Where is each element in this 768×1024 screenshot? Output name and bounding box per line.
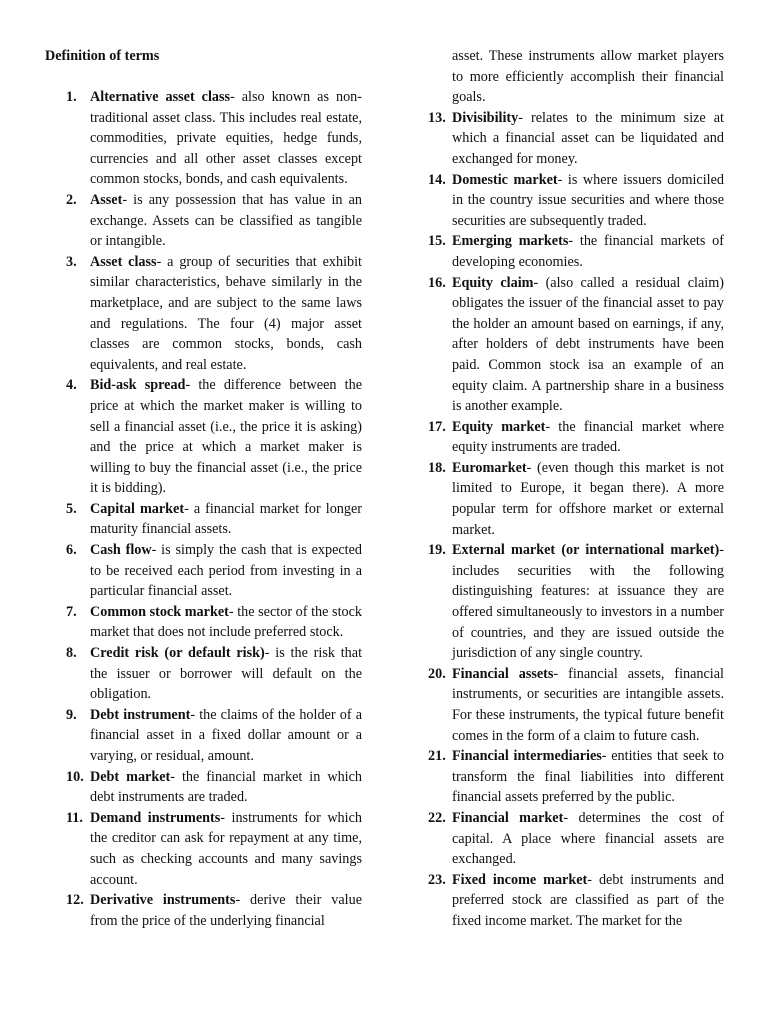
term: External market (or international market) bbox=[452, 542, 720, 559]
left-column bbox=[66, 87, 362, 931]
term: Emerging markets bbox=[452, 233, 569, 250]
definition: - the financial markets of developing economies. bbox=[452, 233, 724, 270]
item-number: 18. bbox=[428, 459, 446, 476]
definition: - the difference between the price at which the market maker is willing to sell a financial asset (i.e., the price it is asking) and the price at which a market maker is willing to buy the financial asset (i.e., the price it is bidding). bbox=[90, 377, 362, 497]
definition-item bbox=[428, 746, 724, 808]
definition-item bbox=[66, 190, 362, 252]
item-number: 21. bbox=[428, 748, 446, 765]
definition: - is simply the cash that is expected to be received each period from investing in a particular financial asset. bbox=[90, 542, 362, 600]
definition: - a financial market for longer maturity financial assets. bbox=[90, 500, 362, 538]
definition: - the sector of the stock market that does not include preferred stock. bbox=[90, 603, 363, 641]
item-number: 3. bbox=[66, 253, 77, 270]
term: Debt market bbox=[90, 768, 171, 785]
definition-item bbox=[66, 890, 362, 931]
page-heading: Definition of terms bbox=[45, 48, 160, 64]
item-number: 9. bbox=[66, 706, 77, 723]
definition: - entities that seek to transform the final liabilities into different financial assets preferred by the public. bbox=[452, 748, 724, 806]
definition-item bbox=[66, 643, 362, 705]
definition: - is where issuers domiciled in the country issue securities and where those securities are subsequently traded. bbox=[452, 171, 724, 229]
definition-item bbox=[428, 458, 724, 540]
definition: - is the risk that the issuer or borrower will default on the obligation. bbox=[90, 645, 363, 703]
definition-item bbox=[66, 87, 362, 190]
definition: - a group of securities that exhibit similar characteristics, behave similarly in the marketplace, and are subject to the same laws and regulations. The four (4) major asset classes are common stocks, bonds, cash equivalents, and real estate. bbox=[90, 253, 362, 373]
definition: - the claims of the holder of a financial asset in a fixed dollar amount or a varying, or residual, amount. bbox=[90, 706, 362, 764]
item-number: 1. bbox=[66, 89, 77, 105]
definition-item bbox=[66, 808, 362, 890]
term: Common stock market bbox=[90, 603, 229, 620]
term: Demand instruments bbox=[90, 809, 221, 826]
item-number: 17. bbox=[428, 418, 446, 435]
term: Equity market bbox=[452, 418, 546, 435]
definition-item bbox=[428, 870, 724, 932]
definition-item bbox=[66, 705, 362, 767]
item-number: 13. bbox=[428, 109, 446, 126]
definition-item bbox=[428, 273, 724, 417]
definition: - financial assets, financial instruments, or securities are intangible assets. For these instruments, the typical future benefit comes in the form of a claim to future cash. bbox=[452, 665, 724, 744]
term: Fixed income market bbox=[452, 871, 588, 888]
item-number: 14. bbox=[428, 171, 446, 188]
definition: - is any possession that has value in an exchange. Assets can be classified as tangible or intangible. bbox=[90, 191, 362, 250]
item-number: 2. bbox=[66, 191, 77, 208]
definition-item bbox=[66, 767, 362, 808]
definition-item bbox=[428, 417, 724, 458]
item-number: 7. bbox=[66, 603, 77, 620]
item-number: 23. bbox=[428, 871, 446, 888]
continuation-text: asset. These instruments allow market players to more efficiently accomplish their financial goals. bbox=[452, 48, 724, 106]
term: Derivative instruments bbox=[90, 892, 236, 909]
item-number: 4. bbox=[66, 377, 77, 394]
definition: - includes securities with the following distinguishing features: at issuance they are offered simultaneously to investors in a number of countries, and they are issued outside the jurisdiction of any single country. bbox=[452, 542, 724, 662]
definition: - debt instruments and preferred stock are classified as part of the fixed income market. The market for the bbox=[452, 871, 725, 929]
right-column bbox=[428, 46, 724, 932]
term: Financial intermediaries bbox=[452, 748, 602, 765]
item-number: 8. bbox=[66, 645, 77, 662]
item-number: 22. bbox=[428, 809, 446, 826]
definition-item bbox=[66, 602, 362, 643]
definition: - (also called a residual claim) obligates the issuer of the financial asset to pay the holder an amount based on earnings, if any, after holders of debt instruments have been paid. Common stock isa an example of an equity claim. A partnership share in a business is another example. bbox=[452, 274, 724, 415]
definition-item bbox=[428, 808, 724, 870]
term: Credit risk (or default risk) bbox=[90, 645, 265, 662]
term: Divisibility bbox=[452, 109, 519, 126]
definition-item bbox=[66, 375, 362, 499]
term: Cash flow bbox=[90, 542, 152, 559]
item-number: 11. bbox=[66, 809, 83, 826]
term: Euromarket bbox=[452, 459, 527, 476]
term: Domestic market bbox=[452, 171, 558, 188]
definition-item bbox=[428, 170, 724, 232]
term: Alternative asset class bbox=[90, 89, 231, 105]
item-number: 15. bbox=[428, 233, 446, 250]
definition: - derive their value from the price of the underlying financial bbox=[90, 892, 362, 929]
term: Debt instrument bbox=[90, 706, 191, 723]
definition: - the financial market in which debt instruments are traded. bbox=[90, 768, 362, 806]
item-number: 12. bbox=[66, 892, 84, 909]
term: Asset class bbox=[90, 253, 157, 270]
definition-item bbox=[66, 540, 362, 602]
definition-item bbox=[428, 664, 724, 746]
item-number: 5. bbox=[66, 500, 77, 517]
definition: - also known as non-traditional asset class. This includes real estate, commodities, private equities, hedge funds, currencies and all other asset classes except common stocks, bonds, and cash equivalents. bbox=[90, 89, 362, 188]
item-number: 19. bbox=[428, 542, 446, 559]
item-number: 16. bbox=[428, 274, 446, 291]
item-number: 6. bbox=[66, 542, 77, 559]
definition-item bbox=[428, 231, 724, 272]
term: Financial assets bbox=[452, 665, 554, 682]
term: Bid-ask spread bbox=[90, 377, 186, 394]
term: Financial market bbox=[452, 809, 564, 826]
term: Equity claim bbox=[452, 274, 534, 291]
definition-item bbox=[428, 540, 724, 664]
definition: - relates to the minimum size at which a financial asset can be liquidated and exchanged for money. bbox=[452, 109, 724, 167]
item-number: 20. bbox=[428, 665, 446, 682]
definition: - determines the cost of capital. A place where financial assets are exchanged. bbox=[452, 809, 724, 868]
definition-item bbox=[428, 108, 724, 170]
definition: - instruments for which the creditor can ask for repayment at any time, such as checking accounts and many savings account. bbox=[90, 809, 362, 888]
definition-item bbox=[66, 252, 362, 376]
definition-item bbox=[66, 499, 362, 540]
term: Asset bbox=[90, 191, 123, 208]
item-number: 10. bbox=[66, 768, 84, 785]
definition: - the financial market where equity instruments are traded. bbox=[452, 418, 725, 456]
term: Capital market bbox=[90, 500, 185, 517]
definition: - (even though this market is not limited to Europe, it began there). A more popular term for offshore market or external market. bbox=[452, 459, 724, 538]
